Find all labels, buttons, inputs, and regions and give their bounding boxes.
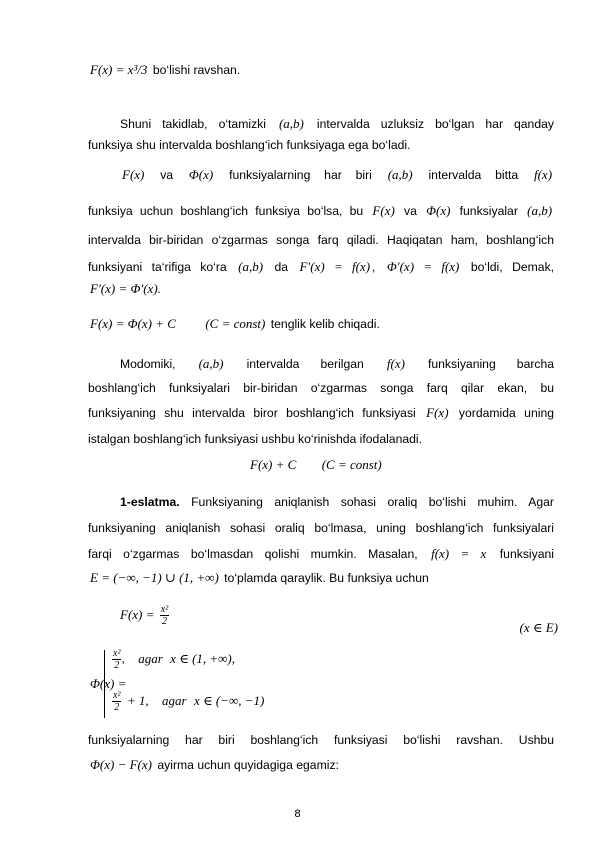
text-line [88, 757, 554, 773]
text: funksiyalarning har biri [229, 168, 372, 182]
text-line [120, 167, 554, 183]
text-line: intervalda bir-biridan o‘zgarmas songa farq qiladi. Haqiqatan ham, boshlang‘ich [88, 233, 554, 247]
text: funksiyaning shu intervalda biror boshlang‘ich funksiyasi [88, 406, 416, 420]
numerator: x² [113, 648, 121, 659]
math: E = (−∞, −1) ∪ (1, +∞) [90, 570, 219, 585]
math: (C = const) [205, 316, 266, 331]
brace [104, 650, 111, 718]
text: va [160, 168, 174, 182]
text: bo‘ldi, Demak, [470, 260, 555, 274]
text-line: funksiyalarning har biri boshlang‘ich funksiyasi bo‘lishi ravshan. Ushbu [88, 733, 554, 747]
math: F(x) [372, 203, 395, 218]
text: Shuni takidlab, o‘tamizki [120, 117, 266, 131]
formula-line [88, 281, 554, 297]
math: Φ(x) [188, 167, 214, 182]
text: bo‘lishi ravshan. [152, 63, 241, 77]
text: da [274, 260, 289, 274]
text-line [120, 356, 554, 372]
formula-F-x-square [118, 604, 318, 627]
text: funksiya uchun boshlang‘ich funksiya bo‘lsa, bu [88, 204, 364, 218]
math: f(x) = x [431, 546, 487, 561]
math: Φ′(x) = f(x) [386, 259, 460, 274]
math: F′(x) = Φ′(x). [90, 281, 161, 296]
text: to‘plamda qaraylik. Bu funksiya uchun [224, 571, 429, 585]
text: ayirma uchun quyidagiga egamiz: [157, 758, 339, 772]
text: intervalda uzluksiz bo‘lgan har qanday [316, 117, 554, 131]
math: x ∈ (1, +∞), [170, 650, 236, 666]
text: farqi o‘zgarmas bo‘lmasdan qolishi mumkin. Masalan, [88, 547, 418, 561]
math: agar [138, 650, 163, 666]
math: agar [162, 692, 187, 708]
math: (a,b) [238, 259, 264, 274]
math: Φ(x) [426, 203, 451, 218]
math: + 1, [126, 692, 149, 708]
numerator: x² [113, 690, 121, 701]
piecewise-case-2 [112, 690, 352, 713]
math: (a,b) [527, 203, 553, 218]
numerator: x² [160, 604, 169, 615]
formula-line [88, 316, 554, 332]
text-line [88, 203, 554, 219]
math: f(x) [386, 356, 405, 371]
math: F(x) [426, 405, 449, 420]
text: Funksiyaning aniqlanish sohasi oraliq bo‘lishi muhim. Agar [191, 495, 554, 509]
text-line [120, 494, 554, 510]
text: intervalda bitta [428, 168, 519, 182]
text: tenglik kelib chiqadi. [270, 317, 380, 331]
text-line: funksiyaning aniqlanish sohasi oraliq bo‘lmasa, uning boshlang‘ich funksiyalari [88, 521, 554, 535]
piecewise-case-1 [112, 648, 352, 671]
note-label: 1-eslatma. [120, 495, 180, 509]
text: funksiyaning [427, 357, 496, 371]
text: intervalda [246, 357, 300, 371]
formula-line [248, 457, 448, 473]
math: Φ(x) − F(x) [90, 757, 152, 772]
text: funksiyalar [459, 204, 518, 218]
domain-note [500, 620, 560, 636]
math: F(x) [122, 167, 145, 182]
denominator: 2 [114, 660, 120, 671]
formula-line [88, 62, 554, 78]
text: berilgan [320, 357, 364, 371]
text-line [88, 570, 554, 586]
text-line [88, 546, 554, 562]
math: F′(x) = f(x) [299, 259, 371, 274]
text-line [88, 405, 554, 421]
math: (a,b) [387, 167, 413, 182]
text-line [88, 259, 554, 275]
text: va [404, 204, 417, 218]
text: , [121, 651, 125, 666]
text-line: istalgan boshlang‘ich funksiyasi ushbu ko‘rinishda ifodalanadi. [88, 432, 423, 446]
math: (C = const) [321, 457, 382, 472]
text-line: funksiya shu intervalda boshlang‘ich funksiyaga ega bo‘ladi. [88, 138, 411, 152]
denominator: 2 [162, 616, 168, 627]
text: barcha [516, 357, 555, 371]
text-line [120, 116, 554, 132]
text-line: boshlang‘ich funksiyalari bir-biridan o‘zgarmas songa farq qilar ekan, bu [88, 381, 554, 395]
text: funksiyani ta‘rifiga ko‘ra [88, 260, 227, 274]
formula-F-x-cube: F(x) = x³/3 [90, 62, 148, 77]
denominator: 2 [114, 702, 120, 713]
text: funksiyani [499, 547, 554, 561]
math: F(x) = Φ(x) + C [90, 316, 176, 331]
math: f(x) [533, 167, 553, 182]
math: (a,b) [198, 356, 224, 371]
page-number: 8 [294, 808, 301, 820]
math: F(x) + C [250, 457, 297, 472]
math: F(x) = [120, 606, 155, 622]
fraction [160, 604, 169, 627]
math: Φ(x) = [90, 676, 127, 691]
fraction [112, 690, 121, 713]
math: (a,b) [278, 116, 304, 131]
text: , [372, 260, 376, 274]
text: Modomiki, [120, 357, 176, 371]
math: x ∈ (−∞, −1) [193, 692, 265, 708]
math: (x ∈ E) [519, 620, 558, 635]
text: yordamida uning [458, 406, 555, 420]
